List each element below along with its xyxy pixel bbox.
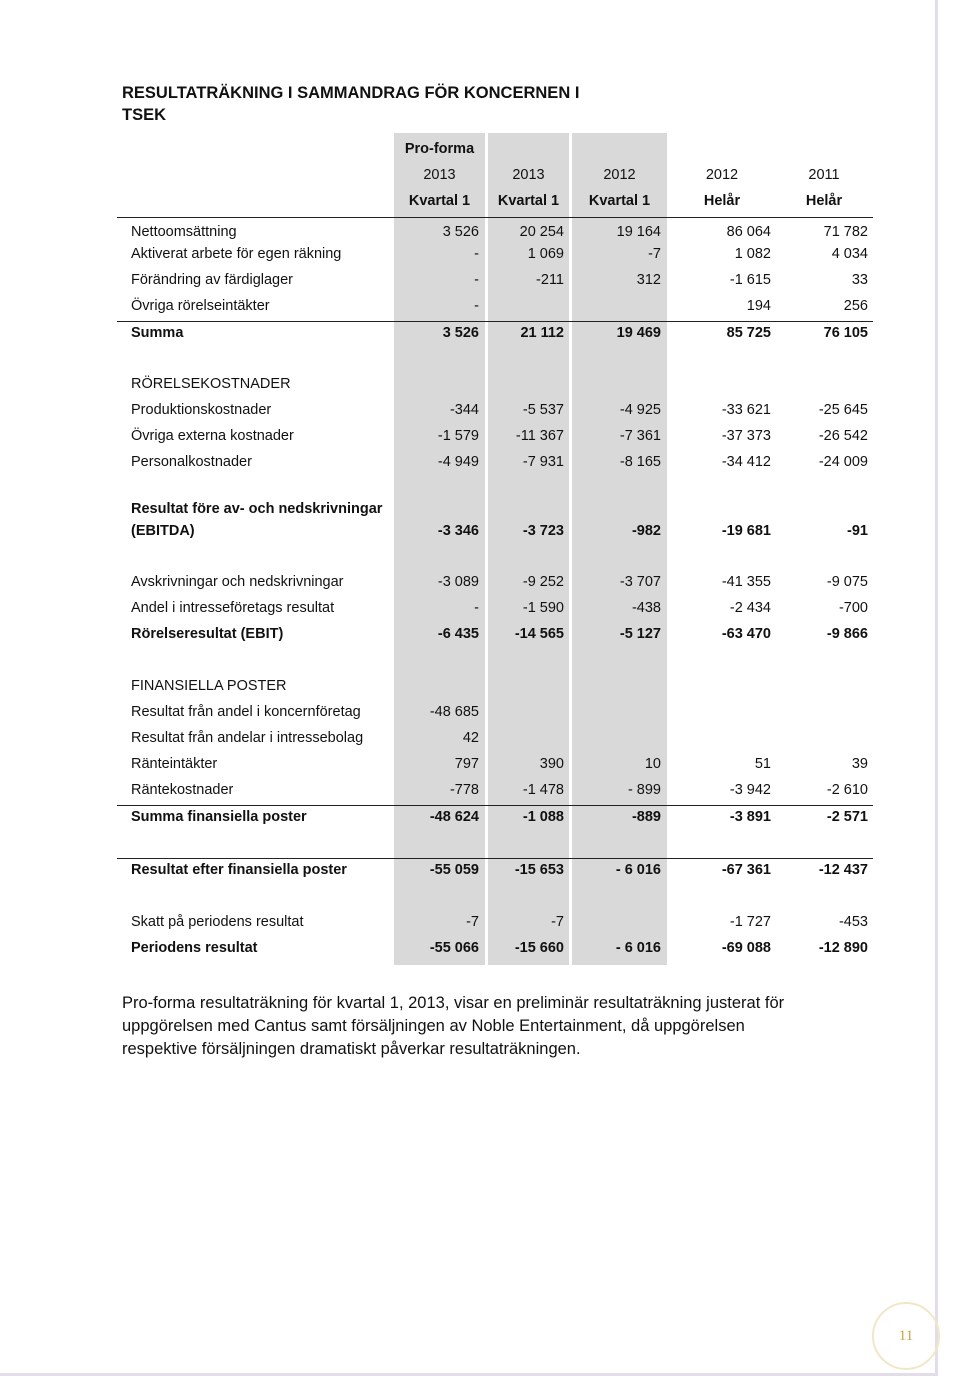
cell: -25 645: [818, 402, 868, 418]
row-nettoomsattning: [0, 224, 960, 246]
row-personal: [0, 454, 960, 476]
col5-period: Helår: [805, 193, 843, 209]
cell: -2 434: [729, 600, 771, 616]
row-label: Rörelseresultat (EBIT): [131, 626, 284, 642]
cell: 71 782: [823, 224, 868, 240]
row-label: Resultat efter finansiella poster: [131, 862, 347, 878]
cell: -3 942: [729, 782, 771, 798]
cell: -1 088: [522, 809, 564, 825]
col3-year: 2012: [603, 167, 636, 183]
cell: -453: [838, 914, 868, 930]
row-label: Övriga rörelseintäkter: [131, 298, 270, 314]
row-koncernforetag: [0, 704, 960, 726]
cell: 20 254: [519, 224, 564, 240]
col1-year: 2013: [423, 167, 456, 183]
cell: 33: [851, 272, 868, 288]
row-ebit: [0, 626, 960, 648]
row-label: Summa: [131, 325, 184, 341]
row-label: Periodens resultat: [131, 940, 258, 956]
cell: -4 949: [437, 454, 479, 470]
cell: -5 127: [619, 626, 661, 642]
summa-fin-rule: [117, 805, 873, 806]
cell: 194: [746, 298, 771, 314]
cell: -69 088: [721, 940, 771, 956]
cell: -1 615: [729, 272, 771, 288]
cell: -9 252: [522, 574, 564, 590]
efter-fin-rule: [117, 858, 873, 859]
row-label: Produktionskostnader: [131, 402, 272, 418]
cell: -9 866: [826, 626, 868, 642]
cell: 19 469: [616, 325, 661, 341]
cell: -778: [449, 782, 479, 798]
row-ebitda: [0, 523, 960, 545]
cell: -982: [631, 523, 661, 539]
row-label: Avskrivningar och nedskrivningar: [131, 574, 344, 590]
row-efter-fin: [0, 862, 960, 884]
cell: -3 346: [437, 523, 479, 539]
cell: - 899: [627, 782, 661, 798]
cell: -438: [631, 600, 661, 616]
row-label: Resultat från andelar i intressebolag: [131, 730, 364, 746]
cell: -700: [838, 600, 868, 616]
cell: 312: [636, 272, 661, 288]
cell: -6 435: [437, 626, 479, 642]
cell: 10: [644, 756, 661, 772]
section-heading: FINANSIELLA POSTER: [131, 678, 287, 694]
cell: 19 164: [616, 224, 661, 240]
cell: -3 891: [729, 809, 771, 825]
cell: -7 931: [522, 454, 564, 470]
cell: 390: [539, 756, 564, 772]
cell: 3 526: [442, 325, 479, 341]
cell: -41 355: [721, 574, 771, 590]
cell: - 6 016: [615, 940, 661, 956]
cell: -: [474, 272, 479, 288]
section-heading: RÖRELSEKOSTNADER: [131, 376, 291, 392]
col5-year: 2011: [808, 167, 840, 183]
cell: -26 542: [818, 428, 868, 444]
row-skatt: [0, 914, 960, 936]
header-rule: [117, 217, 873, 218]
row-summa: [0, 325, 960, 347]
cell: -14 565: [514, 626, 564, 642]
cell: 42: [462, 730, 479, 746]
row-summa-fin: [0, 809, 960, 831]
row-label: Övriga externa kostnader: [131, 428, 294, 444]
row-label: Resultat från andel i koncernföretag: [131, 704, 361, 720]
cell: -: [474, 246, 479, 262]
cell: -33 621: [721, 402, 771, 418]
cell: 256: [843, 298, 868, 314]
cell: -48 685: [429, 704, 479, 720]
row-ranteintakter: [0, 756, 960, 778]
cell: -1 590: [522, 600, 564, 616]
cell: -3 723: [522, 523, 564, 539]
row-label: Aktiverat arbete för egen räkning: [131, 246, 342, 262]
row-label: Summa finansiella poster: [131, 809, 307, 825]
row-ovriga-intakter: [0, 298, 960, 320]
row-label: Förändring av färdiglager: [131, 272, 294, 288]
cell: 51: [754, 756, 771, 772]
cell: 39: [851, 756, 868, 772]
cell: 3 526: [442, 224, 479, 240]
row-label: Nettoomsättning: [131, 224, 237, 240]
proforma-header: Pro-forma: [404, 141, 475, 157]
cell: -1 579: [437, 428, 479, 444]
cell: 21 112: [520, 325, 564, 341]
section-rorelsekostnader: [0, 376, 960, 398]
row-label: Resultat före av- och nedskrivningar: [131, 501, 383, 517]
row-label: Skatt på periodens resultat: [131, 914, 304, 930]
cell: -55 066: [429, 940, 479, 956]
cell: -48 624: [429, 809, 479, 825]
cell: -63 470: [721, 626, 771, 642]
cell: -19 681: [721, 523, 771, 539]
row-label: Andel i intresseföretags resultat: [131, 600, 335, 616]
cell: -67 361: [721, 862, 771, 878]
row-label: Räntekostnader: [131, 782, 234, 798]
cell: -2 571: [826, 809, 868, 825]
cell: -12 437: [818, 862, 868, 878]
cell: -91: [847, 523, 868, 539]
cell: -55 059: [429, 862, 479, 878]
row-andel-intresse: [0, 600, 960, 622]
cell: 4 034: [831, 246, 868, 262]
cell: -211: [536, 272, 564, 288]
row-forandring: [0, 272, 960, 294]
row-label: Personalkostnader: [131, 454, 252, 470]
cell: 797: [454, 756, 479, 772]
row-produktion: [0, 402, 960, 424]
cell: -15 660: [514, 940, 564, 956]
summa-rule: [117, 321, 873, 322]
row-label: (EBITDA): [131, 523, 195, 539]
col2-year: 2013: [512, 167, 545, 183]
cell: -12 890: [818, 940, 868, 956]
col1-period: Kvartal 1: [408, 193, 471, 209]
cell: -9 075: [826, 574, 868, 590]
cell: -: [474, 298, 479, 314]
cell: 1 069: [527, 246, 564, 262]
col4-period: Helår: [703, 193, 741, 209]
cell: -8 165: [619, 454, 661, 470]
proforma-footnote: Pro-forma resultaträkning för kvartal 1, 2013, visar en preliminär resultaträkning justerat för uppgörelsen med Cantus samt försäljningen av Noble Entertainment, då uppgörelsen respektive försäljningen dramatiskt påverkar resultaträkningen.: [122, 994, 785, 1058]
cell: -11 367: [515, 428, 564, 444]
col4-year: 2012: [705, 167, 739, 183]
cell: -2 610: [826, 782, 868, 798]
cell: -7: [648, 246, 661, 262]
cell: 85 725: [726, 325, 771, 341]
col3-period: Kvartal 1: [588, 193, 651, 209]
cell: -1 727: [729, 914, 771, 930]
row-label: Ränteintäkter: [131, 756, 218, 772]
cell: -34 412: [721, 454, 771, 470]
col2-period: Kvartal 1: [497, 193, 560, 209]
cell: 76 105: [823, 325, 868, 341]
cell: -3 089: [437, 574, 479, 590]
row-intressebolag: [0, 730, 960, 752]
cell: -889: [631, 809, 661, 825]
page-number: 11: [872, 1302, 940, 1370]
cell: -344: [449, 402, 479, 418]
cell: -37 373: [721, 428, 771, 444]
cell: -7: [466, 914, 479, 930]
cell: 86 064: [726, 224, 771, 240]
cell: -15 653: [514, 862, 564, 878]
cell: -7 361: [619, 428, 661, 444]
row-externa: [0, 428, 960, 450]
section-finansiella: [0, 678, 960, 700]
row-avskrivningar: [0, 574, 960, 596]
cell: 1 082: [734, 246, 771, 262]
cell: -3 707: [619, 574, 661, 590]
row-aktiverat: [0, 246, 960, 268]
cell: -5 537: [522, 402, 564, 418]
row-rantekostnader: [0, 782, 960, 804]
cell: -7: [551, 914, 564, 930]
cell: - 6 016: [615, 862, 661, 878]
cell: -4 925: [619, 402, 661, 418]
cell: -: [474, 600, 479, 616]
cell: -24 009: [818, 454, 868, 470]
row-ebitda-label: [0, 501, 960, 523]
cell: -1 478: [522, 782, 564, 798]
row-periodens: [0, 940, 960, 962]
report-title: RESULTATRÄKNING I SAMMANDRAG FÖR KONCERNEN I TSEK: [122, 84, 580, 124]
